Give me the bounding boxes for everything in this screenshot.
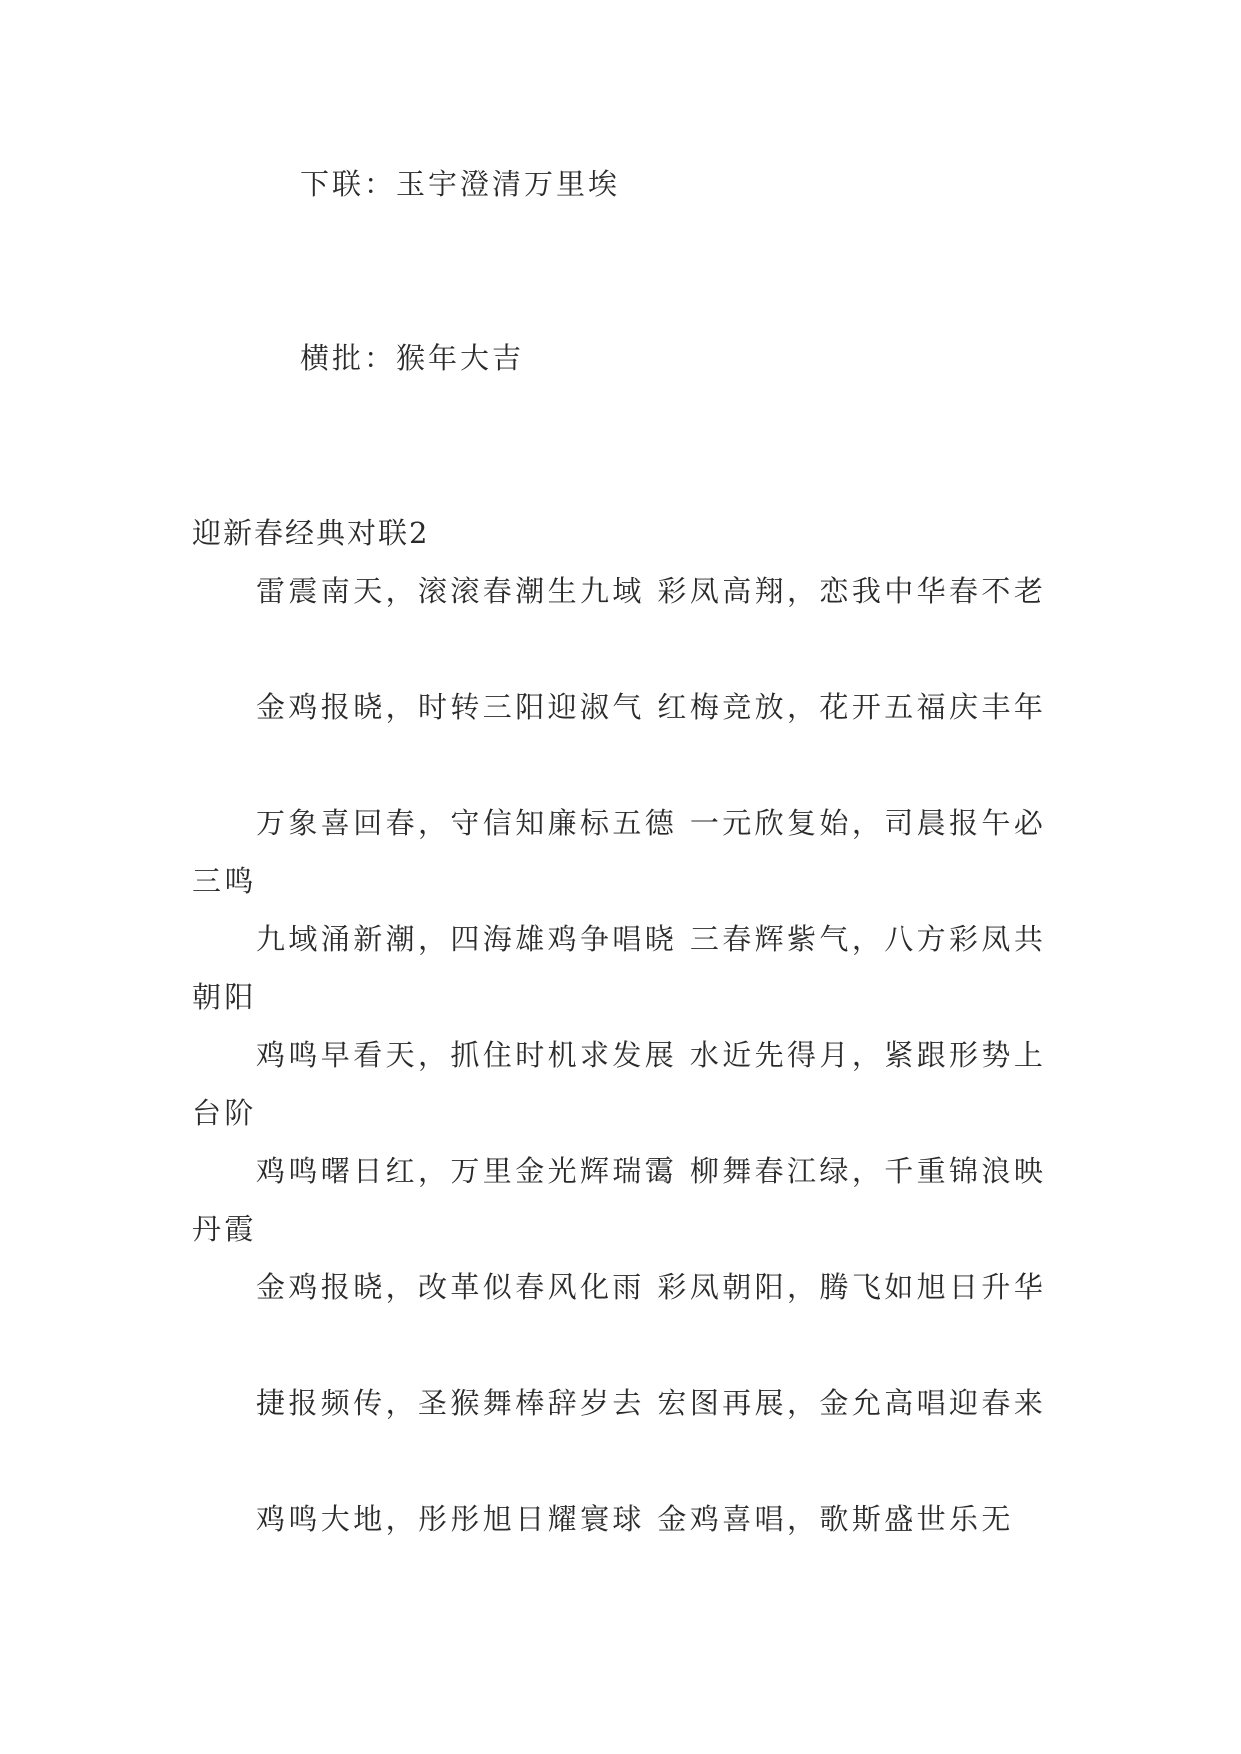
couplet-paragraph: 万象喜回春，守信知廉标五德 一元欣复始，司晨报午必三鸣 bbox=[192, 806, 1047, 898]
couplet-paragraph: 金鸡报晓，改革似春风化雨 彩凤朝阳，腾飞如旭日升华 bbox=[256, 1270, 1047, 1304]
couplet-paragraph: 鸡鸣曙日红，万里金光辉瑞霭 柳舞春江绿，千重锦浪映丹霞 bbox=[192, 1154, 1047, 1246]
xialian-line: 下联：玉宇澄清万里埃 bbox=[300, 167, 621, 201]
hengpi-line: 横批：猴年大吉 bbox=[300, 341, 525, 375]
couplet-paragraph: 鸡鸣大地，彤彤旭日耀寰球 金鸡喜唱，歌斯盛世乐无 bbox=[256, 1502, 1014, 1536]
couplet-paragraph: 雷震南天，滚滚春潮生九域 彩凤高翔，恋我中华春不老 bbox=[256, 574, 1047, 608]
couplet-paragraph: 金鸡报晓，时转三阳迎淑气 红梅竞放，花开五福庆丰年 bbox=[256, 690, 1047, 724]
couplet-paragraph: 九域涌新潮，四海雄鸡争唱晓 三春辉紫气，八方彩凤共朝阳 bbox=[192, 922, 1047, 1014]
section-heading: 迎新春经典对联2 bbox=[192, 516, 430, 550]
couplet-paragraph: 捷报频传，圣猴舞棒辞岁去 宏图再展，金允高唱迎春来 bbox=[256, 1386, 1047, 1420]
couplet-paragraph: 鸡鸣早看天，抓住时机求发展 水近先得月，紧跟形势上台阶 bbox=[192, 1038, 1047, 1130]
